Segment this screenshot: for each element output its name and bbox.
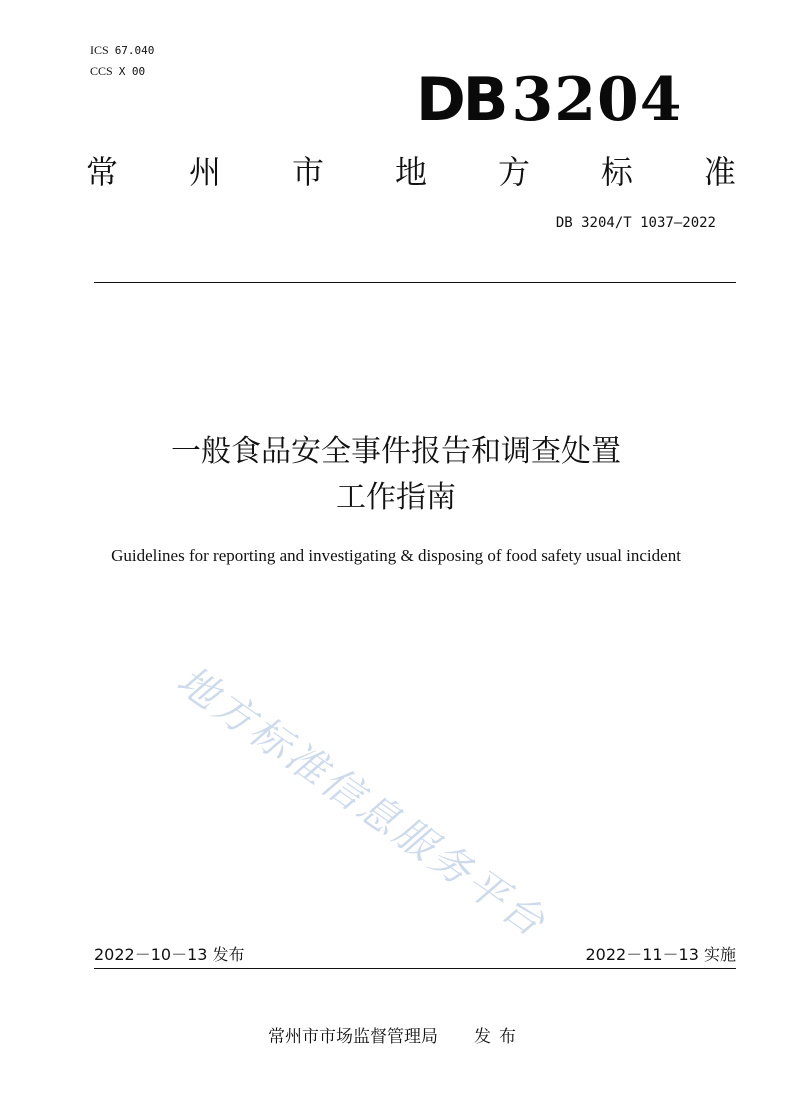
ics-code: 67.040 — [114, 44, 155, 57]
document-title-line-1: 一般食品安全事件报告和调查处置 — [171, 434, 621, 469]
authority-char: 准 — [703, 153, 736, 191]
authority-char: 市 — [291, 153, 324, 191]
authority-char: 州 — [188, 153, 221, 191]
ccs-code: X 00 — [118, 65, 146, 78]
top-divider — [94, 282, 736, 283]
publisher-line — [0, 1022, 792, 1047]
ics-line — [90, 40, 154, 61]
authority-char: 地 — [394, 153, 427, 191]
authority-char: 标 — [600, 153, 633, 191]
bottom-divider — [94, 968, 736, 969]
ccs-line — [90, 61, 154, 82]
db-logo — [416, 65, 683, 135]
publisher-action: 发布 — [474, 1027, 524, 1047]
standard-number: DB 3204/T 1037—2022 — [555, 215, 716, 231]
implementation-date: 2022－11－13 实施 — [585, 945, 736, 964]
issue-date: 2022－10－13 发布 — [94, 945, 245, 964]
watermark: 地方标准信息服务平台 — [168, 657, 556, 948]
logo-prefix: DB — [416, 65, 506, 135]
document-title-line-2: 工作指南 — [336, 480, 456, 515]
ics-label: ICS — [90, 43, 109, 57]
classification-codes — [90, 40, 154, 82]
authority-title — [86, 150, 736, 194]
ccs-label: CCS — [90, 64, 113, 78]
logo-number: 3204 — [511, 65, 683, 135]
publisher-name: 常州市市场监督管理局 — [268, 1027, 438, 1047]
authority-char: 常 — [86, 153, 119, 191]
english-title: Guidelines for reporting and investigating & disposing of food safety usual incident — [111, 546, 681, 565]
authority-char: 方 — [497, 153, 530, 191]
